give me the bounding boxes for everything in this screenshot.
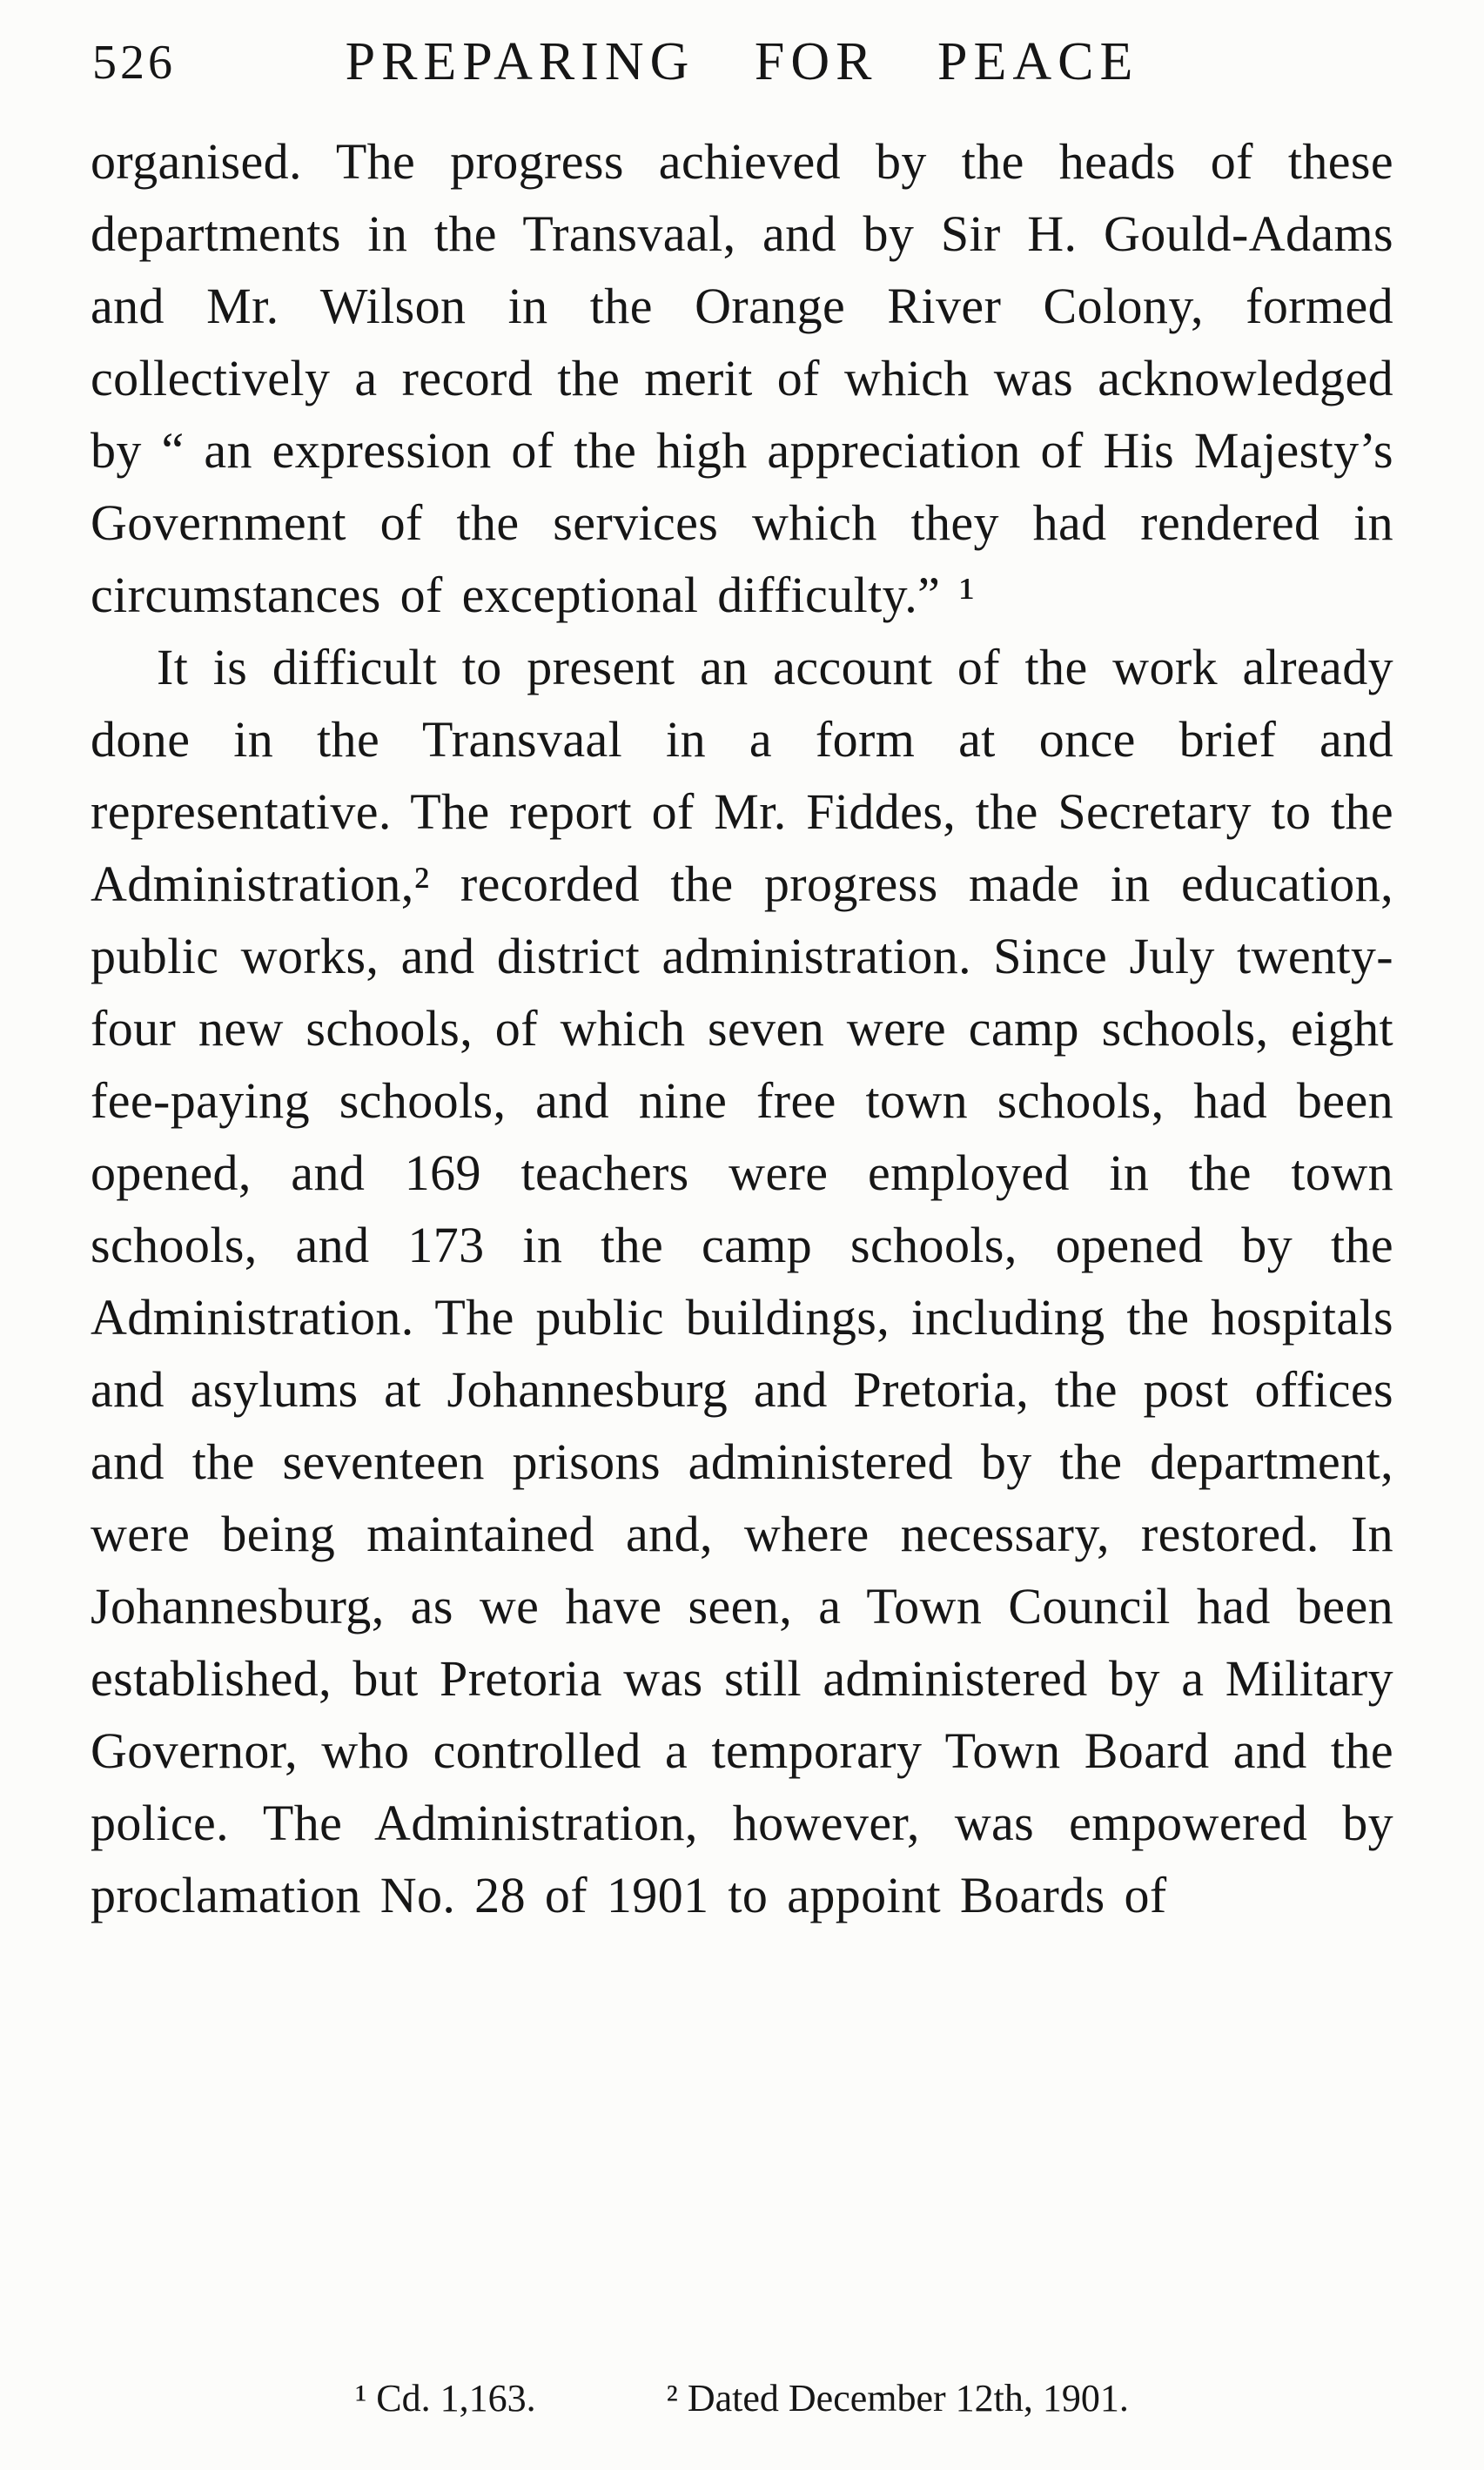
- page-header: [91, 30, 1393, 113]
- running-title: PREPARING FOR PEACE: [345, 32, 1139, 91]
- footnote-2: ² Dated December 12th, 1901.: [666, 2377, 1129, 2420]
- footnotes: [91, 2376, 1393, 2421]
- page-body: [91, 125, 1393, 1931]
- paragraph-main: It is difficult to present an account of the work already done in the Transvaal in a form at once brief and representative. The report of Mr. Fiddes, the Secretary to the Administration,² recorded the progress made in education, public works, and district administration. Since July twenty-four new schools, of which seven were camp schools, eight fee-paying schools, and nine free town schools, had been opened, and 169 teachers were employed in the town schools, and 173 in the camp schools, opened by the Administration. The public buildings, including the hospitals and asylums at Johannesburg and Pretoria, the post offices and the seventeen prisons administered by the department, were being maintained and, where necessary, restored. In Johannesburg, as we have seen, a Town Council had been established, but Pretoria was still administered by a Military Governor, who controlled a temporary Town Board and the police. The Administration, however, was empowered by proclamation No. 28 of 1901 to appoint Boards of: [91, 639, 1393, 1923]
- footnote-1: ¹ Cd. 1,163.: [355, 2377, 536, 2420]
- paragraph-continuation: organised. The progress achieved by the heads of these departments in the Transvaal, and by Sir H. Gould-Adams and Mr. Wilson in the Orange River Colony, formed collectively a record the merit of which was acknowledged by “ an expression of the high appreciation of His Majesty’s Government of the services which they had rendered in circumstances of exceptional difficulty.” ¹: [91, 133, 1393, 623]
- page-number: 526: [92, 36, 176, 90]
